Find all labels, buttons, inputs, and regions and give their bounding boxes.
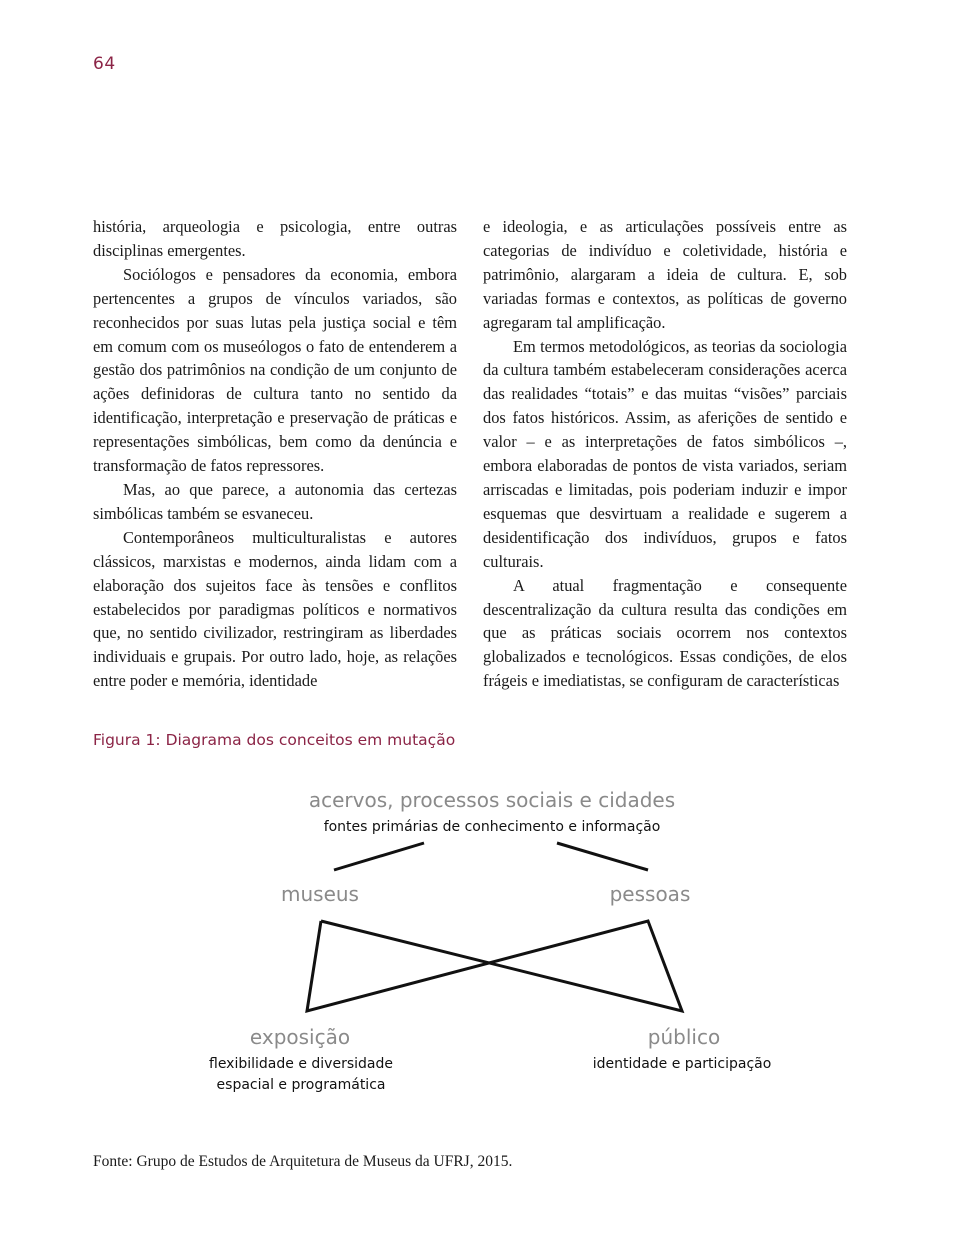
paragraph: história, arqueologia e psicologia, entre outras disciplinas emergentes.	[93, 217, 457, 260]
connector-line-right	[557, 843, 648, 870]
diagram-top-subtitle: fontes primárias de conhecimento e informação	[323, 819, 661, 835]
node-exposicao: exposição	[249, 1025, 351, 1049]
figure-caption: Figura 1: Diagrama dos conceitos em mutação	[93, 731, 456, 749]
paragraph: Contemporâneos multiculturalistas e autores clássicos, marxistas e modernos, ainda lidam com a elaboração dos sujeitos face às tensões e conflitos estabelecidos por paradigmas políticos e normativos que, no sentido civilizador, restringiram as liberdades individuais e grupais. Por outro lado, hoje, as relações entre poder e memória, identidade	[93, 527, 457, 691]
paragraph: A atual fragmentação e consequente descentralização da cultura resulta das condições em que as práticas sociais ocorrem nos contextos globalizados e tecnológicos. Essas condições, de elos frágeis e imediatistas, se configuram de características	[483, 575, 847, 691]
node-museus: museus	[281, 882, 359, 906]
node-publico: público	[647, 1025, 721, 1049]
paragraph: Mas, ao que parece, a autonomia das certezas simbólicas também se esvaneceu.	[93, 479, 457, 523]
paragraph: e ideologia, e as articulações possíveis entre as categorias de indivíduo e coletividade, história e patrimônio, alargaram a ideia de cultura. E, sob variadas formas e contextos, as políticas de governo agregaram tal amplificação.	[483, 217, 847, 332]
connector-line-left	[334, 843, 424, 870]
exposicao-subtitle-line-1: flexibilidade e diversidade	[209, 1056, 393, 1072]
figure-source: Fonte: Grupo de Estudos de Arquitetura de Museus da UFRJ, 2015.	[93, 1153, 513, 1170]
node-pessoas: pessoas	[609, 882, 691, 906]
publico-subtitle: identidade e participação	[592, 1056, 772, 1072]
paragraph: Em termos metodológicos, as teorias da sociologia da cultura também estabeleceram considerações acerca das realidades “totais” e das muitas “visões” parciais dos fatos históricos. Assim, as aferições de sentido e valor – e as interpretações de fatos simbólicos –, embora elaboradas de pontos de vista variados, seriam arriscadas e limitadas, pois poderiam induzir e impor esquemas que desvirtuam a realidade e sugerem a desidentificação dos indivíduos, grupos e fatos culturais.	[483, 336, 847, 571]
exposicao-subtitle-line-2: espacial e programática	[216, 1077, 386, 1093]
crossing-lines	[307, 921, 682, 1011]
diagram-top-title: acervos, processos sociais e cidades	[308, 788, 676, 812]
page-number: 64	[93, 54, 116, 74]
paragraph: Sociólogos e pensadores da economia, embora pertencentes a grupos de vínculos variados, são reconhecidos por suas lutas pela justiça social e têm em comum com os museólogos o fato de entenderem a gestão dos patrimônios na condição de um conjunto de ações definidoras de cultura tanto no sentido da identificação, interpretação e preservação de práticas e representações simbólicas, bem como da denúncia e transformação de fatos repressores.	[93, 264, 457, 476]
